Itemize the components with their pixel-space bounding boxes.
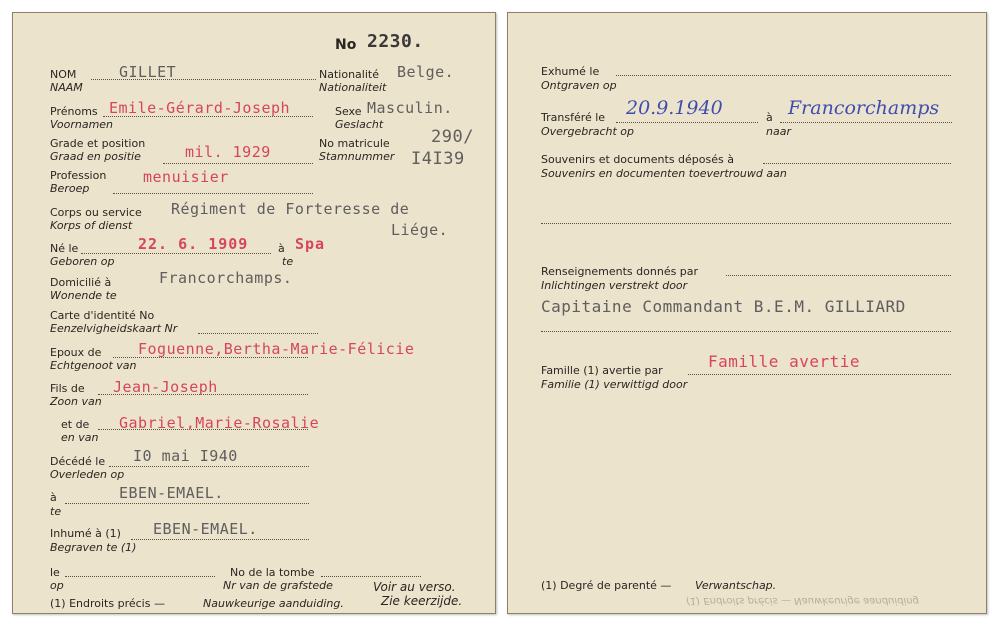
souvenirs-label: Souvenirs et documents déposés à	[541, 153, 734, 166]
eenzelvigheid-label: Eenzelvigheidskaart Nr	[50, 322, 178, 335]
sexe-value: Masculin.	[367, 99, 453, 117]
carte-label: Carte d'identité No	[50, 309, 155, 322]
transfere-a-value: Francorchamps	[788, 97, 940, 119]
prenoms-value: Emile-Gérard-Joseph	[109, 99, 291, 117]
voir-verso: Voir au verso.	[373, 580, 456, 594]
nom-value: GILLET	[119, 63, 177, 81]
transfere-label: Transféré le	[541, 111, 606, 124]
inhume-line	[131, 539, 309, 540]
le-label: le	[50, 566, 60, 579]
deces-line	[65, 503, 309, 504]
deces-value: EBEN-EMAEL.	[119, 484, 224, 502]
corps-value-1: Régiment de Forteresse de	[171, 200, 410, 218]
prenoms-label: Prénoms	[50, 105, 98, 118]
inlichtingen-label: Inlichtingen verstrekt door	[541, 279, 688, 292]
inhume-label: Inhumé à (1)	[50, 527, 121, 540]
overgebracht-label: Overgebracht op	[541, 125, 634, 138]
geboren-op-label: Geboren op	[50, 255, 115, 268]
footnote-right-nl: Verwantschap.	[695, 579, 777, 592]
deces-a-label: à	[50, 491, 57, 504]
graad-label: Graad en positie	[50, 150, 141, 163]
et-de-value: Gabriel,Marie-Rosalie	[119, 414, 320, 432]
renseignements-value: Capitaine Commandant B.E.M. GILLIARD	[541, 297, 906, 316]
et-de-label: et de	[61, 418, 90, 431]
epoux-value: Foguenne,Bertha-Marie-Félicie	[138, 340, 415, 358]
domicile-label: Domicilié à	[50, 276, 112, 289]
nationalite-value: Belge.	[397, 63, 455, 81]
ne-le-label: Né le	[50, 242, 79, 255]
tombe-line	[321, 576, 421, 577]
grade-line	[163, 163, 313, 164]
renseignements-line	[726, 275, 951, 276]
matricule-value-1: 290/	[431, 127, 474, 147]
naar-label: naar	[766, 125, 791, 138]
grade-label: Grade et position	[50, 137, 146, 150]
footnote-left-nl: Nauwkeurige aanduiding.	[203, 597, 344, 610]
renseignements-label: Renseignements donnés par	[541, 265, 699, 278]
zoon-label: Zoon van	[50, 395, 102, 408]
decede-line	[109, 466, 309, 467]
burial-record-card-back	[507, 12, 987, 614]
en-van-label: en van	[61, 431, 99, 444]
voornamen-label: Voornamen	[50, 118, 114, 131]
corps-label: Corps ou service	[50, 206, 142, 219]
burial-record-card-front	[12, 12, 496, 614]
decede-value: I0 mai I940	[133, 447, 238, 465]
transfere-value: 20.9.1940	[626, 97, 723, 119]
fils-label: Fils de	[50, 382, 85, 395]
profession-value: menuisier	[143, 168, 229, 186]
deces-te-label: te	[50, 505, 62, 518]
exhume-label: Exhumé le	[541, 65, 600, 78]
footnote-right-fr: (1) Degré de parenté —	[541, 579, 672, 592]
grade-value: mil. 1929	[185, 143, 271, 161]
tombe-label: No de la tombe	[230, 566, 315, 579]
overleden-label: Overleden op	[50, 468, 125, 481]
sexe-label: Sexe	[335, 105, 362, 118]
carte-line	[198, 333, 318, 334]
profession-line	[113, 193, 313, 194]
matricule-label: No matricule	[319, 137, 390, 150]
naam-label: NAAM	[50, 81, 83, 94]
famille-value: Famille avertie	[708, 352, 860, 371]
familie-label: Familie (1) verwittigd door	[541, 378, 688, 391]
geslacht-label: Geslacht	[335, 118, 384, 131]
beroep-label: Beroep	[50, 182, 90, 195]
echtgenoot-label: Echtgenoot van	[50, 359, 137, 372]
famille-line	[688, 374, 951, 375]
ne-te-label: te	[282, 255, 294, 268]
souvenirs-line	[763, 163, 951, 164]
exhume-line	[616, 75, 951, 76]
inhume-value: EBEN-EMAEL.	[153, 520, 258, 538]
nationalite-label: Nationalité	[319, 68, 379, 81]
corps-value-2: Liége.	[391, 221, 449, 239]
epoux-label: Epoux de	[50, 346, 102, 359]
footnote-left-fr: (1) Endroits précis —	[50, 597, 165, 610]
grafstede-label: Nr van de grafstede	[223, 579, 333, 592]
domicile-value: Francorchamps.	[159, 269, 293, 287]
op-label: op	[50, 579, 64, 592]
card-number: 2230.	[367, 31, 424, 52]
souvenirs-line-2	[541, 223, 951, 224]
ne-le-line	[81, 253, 271, 254]
ne-a-value: Spa	[295, 235, 326, 253]
nom-label: NOM	[50, 68, 77, 81]
profession-label: Profession	[50, 169, 107, 182]
begraven-label: Begraven te (1)	[50, 541, 137, 554]
fils-value: Jean-Joseph	[113, 378, 218, 396]
number-label: No	[335, 37, 357, 53]
transfere-a-label: à	[766, 111, 773, 124]
ne-le-value: 22. 6. 1909	[138, 235, 249, 253]
wonende-label: Wonende te	[50, 289, 117, 302]
decede-label: Décédé le	[50, 455, 106, 468]
transfere-line	[616, 122, 758, 123]
souvenirs-nl-label: Souvenirs en documenten toevertrouwd aan	[541, 167, 787, 180]
famille-label: Famille (1) avertie par	[541, 364, 663, 377]
korps-label: Korps of dienst	[50, 219, 133, 232]
renseignements-line-2	[541, 331, 951, 332]
transfere-a-line	[780, 122, 952, 123]
ne-a-label: à	[278, 242, 285, 255]
stamnummer-label: Stamnummer	[319, 150, 395, 163]
nationaliteit-label: Nationaliteit	[319, 81, 387, 94]
le-line	[65, 576, 215, 577]
bleed-through-text: (1) Endroits précis — Nauwkeurige aanduiding	[686, 595, 919, 606]
zie-keerzijde: Zie keerzijde.	[381, 594, 463, 608]
ontgraven-label: Ontgraven op	[541, 79, 617, 92]
matricule-value-2: I4I39	[411, 149, 465, 169]
